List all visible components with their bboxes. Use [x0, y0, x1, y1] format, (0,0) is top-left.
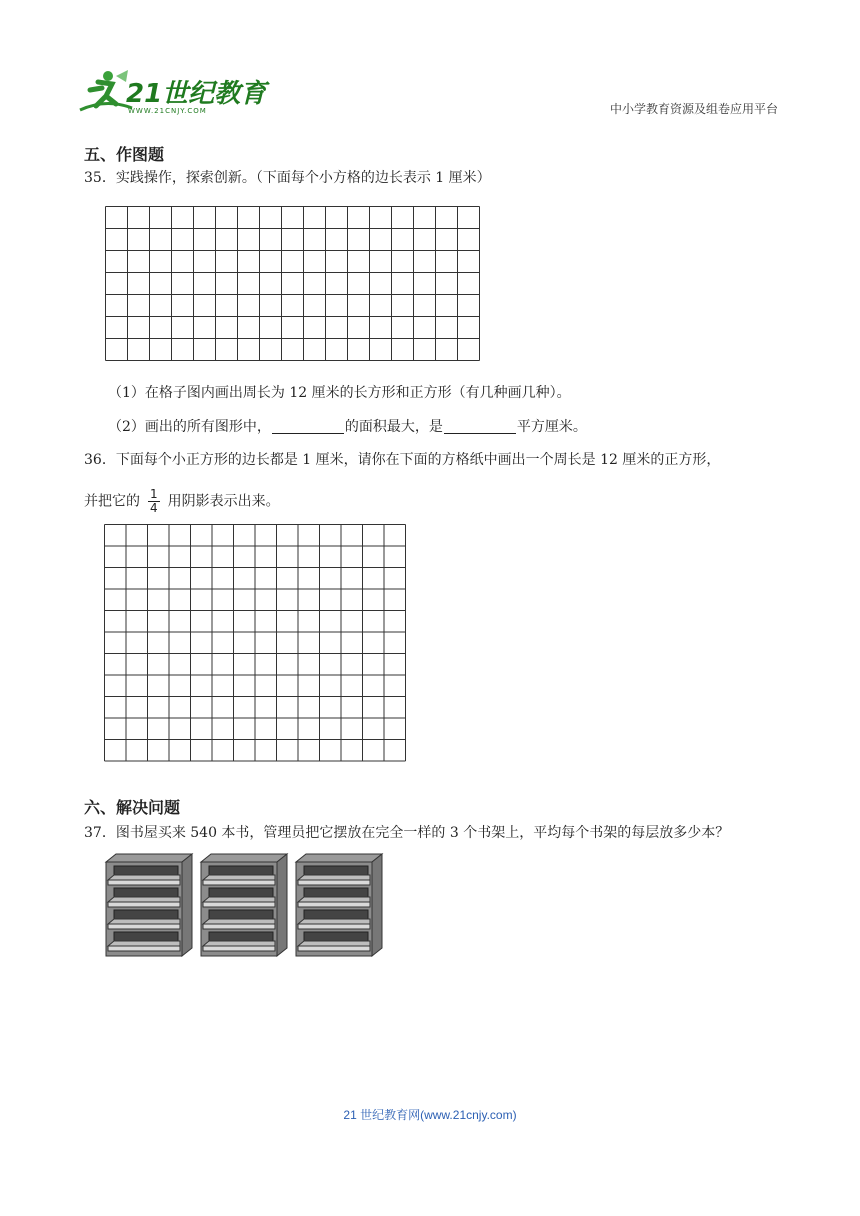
question-35-sub2 — [108, 416, 587, 436]
footer-text: 21 世纪教育网(www.21cnjy.com) — [343, 1108, 517, 1122]
answer-blank[interactable] — [444, 419, 516, 434]
section-title: 六、解决问题 — [84, 798, 181, 817]
question-35-text: 35．实践操作，探索创新。（下面每个小方格的边长表示 1 厘米） — [84, 170, 491, 186]
logo-subtext: WWW.21CNJY.COM — [128, 107, 207, 115]
bookshelf-images — [104, 852, 394, 960]
question-35-sub1: （1）在格子图内画出周长为 12 厘米的长方形和正方形（有几种画几种）。 — [108, 385, 571, 401]
fraction — [148, 488, 160, 515]
q36-part-a: 并把它的 — [84, 493, 140, 510]
answer-blank[interactable] — [272, 419, 344, 434]
logo-text: 21世纪教育 — [126, 79, 267, 109]
question-37-text: 37．图书屋买来 540 本书，管理员把它摆放在完全一样的 3 个书架上，平均每个书架的每层放多少本？ — [84, 825, 730, 841]
fraction-numerator: 1 — [150, 487, 158, 501]
grid-paper-35 — [105, 206, 483, 365]
question-36-line2 — [84, 488, 280, 515]
fraction-denominator: 4 — [150, 501, 158, 515]
q36-part-b: 用阴影表示出来。 — [167, 493, 280, 510]
question-36-line1: 36．下面每个小正方形的边长都是 1 厘米，请你在下面的方格纸中画出一个周长是 12 厘米的正方形， — [84, 452, 721, 468]
sub2-part-b: 的面积最大，是 — [344, 419, 443, 435]
runner-icon — [80, 70, 132, 110]
sub2-part-c: 平方厘米。 — [516, 419, 587, 435]
section-title: 五、作图题 — [84, 145, 165, 164]
bookshelves — [104, 852, 394, 964]
grid-paper-36 — [104, 524, 408, 765]
platform-name: 中小学教育资源及组卷应用平台 — [609, 102, 778, 116]
site-logo — [76, 68, 267, 116]
sub2-part-a: （2）画出的所有图形中， — [108, 419, 271, 435]
